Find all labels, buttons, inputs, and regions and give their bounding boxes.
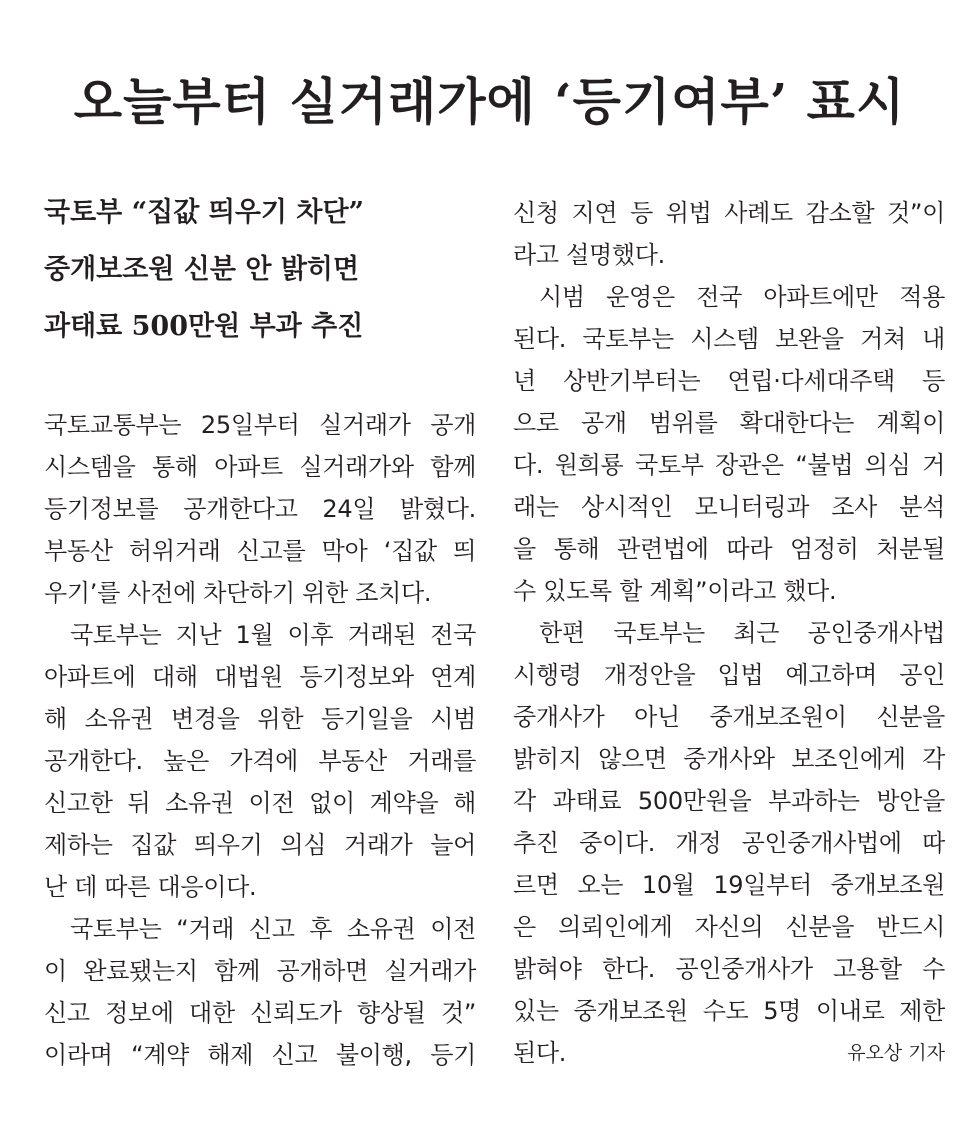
- body-text-line: 등기정보를 공개한다고 24일 밝혔다.: [44, 495, 476, 523]
- byline: 유오상 기자: [847, 1042, 945, 1064]
- body-text-line: 각 과태료 500만원을 부과하는 방안을: [513, 787, 945, 815]
- body-text-line: 추진 중이다. 개정 공인중개사법에 따: [513, 829, 945, 857]
- body-text-line: 신고한 뒤 소유권 이전 없이 계약을 해: [44, 789, 476, 817]
- article-column-right: [513, 192, 945, 1074]
- body-text-line: 신고 정보에 대한 신뢰도가 향상될 것”: [44, 999, 476, 1027]
- body-text-line: 부동산 허위거래 신고를 막아 ‘집값 띄: [44, 537, 476, 565]
- subheadline-line: 국토부 “집값 띄우기 차단”: [44, 197, 365, 228]
- body-text-line: 이 완료됐는지 함께 공개하면 실거래가: [44, 957, 476, 985]
- body-text-line: 된다.: [513, 1039, 567, 1067]
- body-text-line: 국토부는 “거래 신고 후 소유권 이전: [70, 915, 476, 943]
- body-text-line: 르면 오는 10월 19일부터 중개보조원: [513, 871, 945, 899]
- paragraph: [513, 276, 945, 612]
- body-text-line: 국토교통부는 25일부터 실거래가 공개: [44, 411, 476, 439]
- body-text-line: 있는 중개보조원 수도 5명 이내로 제한: [513, 997, 945, 1025]
- paragraph: [513, 192, 945, 276]
- body-text-line: 은 의뢰인에게 자신의 신분을 반드시: [513, 913, 945, 941]
- body-text-line: 년 상반기부터는 연립·다세대주택 등: [513, 367, 945, 395]
- paragraph: [44, 404, 476, 614]
- body-text-line: 으로 공개 범위를 확대한다는 계획이: [513, 409, 945, 437]
- body-text-line: 다. 원희룡 국토부 장관은 “불법 의심 거: [513, 451, 945, 479]
- subheadline: [44, 192, 474, 363]
- headline: 오늘부터 실거래가에 ‘등기여부’ 표시: [73, 72, 906, 131]
- subheadline-line: 과태료 500만원 부과 추진: [44, 311, 364, 342]
- body-text-line: 공개한다. 높은 가격에 부동산 거래를: [44, 747, 476, 775]
- body-text-line: 국토부는 지난 1월 이후 거래된 전국: [70, 621, 476, 649]
- body-text-line: 된다. 국토부는 시스템 보완을 거쳐 내: [513, 325, 945, 353]
- paragraph: [44, 908, 476, 1076]
- body-text-line: 을 통해 관련법에 따라 엄정히 처분될: [513, 535, 945, 563]
- body-text-line: 해 소유권 변경을 위한 등기일을 시범: [44, 705, 476, 733]
- body-text-line: 시범 운영은 전국 아파트에만 적용: [539, 283, 945, 311]
- body-text-line: 라고 설명했다.: [513, 241, 665, 269]
- body-text-line: 밝히지 않으면 중개사와 보조인에게 각: [513, 745, 945, 773]
- body-text-line: 밝혀야 한다. 공인중개사가 고용할 수: [513, 955, 945, 983]
- body-text-line: 난 데 따른 대응이다.: [44, 873, 257, 901]
- body-text-line: 아파트에 대해 대법원 등기정보와 연계: [44, 663, 476, 691]
- paragraph: [44, 614, 476, 908]
- article-column-left: [44, 404, 476, 1076]
- body-text-line: 중개사가 아닌 중개보조원이 신분을: [513, 703, 945, 731]
- body-text-line: 시스템을 통해 아파트 실거래가와 함께: [44, 453, 476, 481]
- body-text-line: 이라며 “계약 해제 신고 불이행, 등기: [44, 1041, 476, 1069]
- body-text-line: 수 있도록 할 계획”이라고 했다.: [513, 577, 837, 605]
- body-text-line: 제하는 집값 띄우기 의심 거래가 늘어: [44, 831, 476, 859]
- paragraph: [513, 612, 945, 1074]
- body-text-line: 시행령 개정안을 입법 예고하며 공인: [513, 661, 945, 689]
- body-text-line: 한편 국토부는 최근 공인중개사법: [539, 619, 945, 647]
- subheadline-line: 중개보조원 신분 안 밝히면: [44, 254, 360, 285]
- body-text-line: 래는 상시적인 모니터링과 조사 분석: [513, 493, 945, 521]
- body-text-line: 신청 지연 등 위법 사례도 감소할 것”이: [513, 199, 945, 227]
- body-text-line: 우기’를 사전에 차단하기 위한 조치다.: [44, 579, 432, 607]
